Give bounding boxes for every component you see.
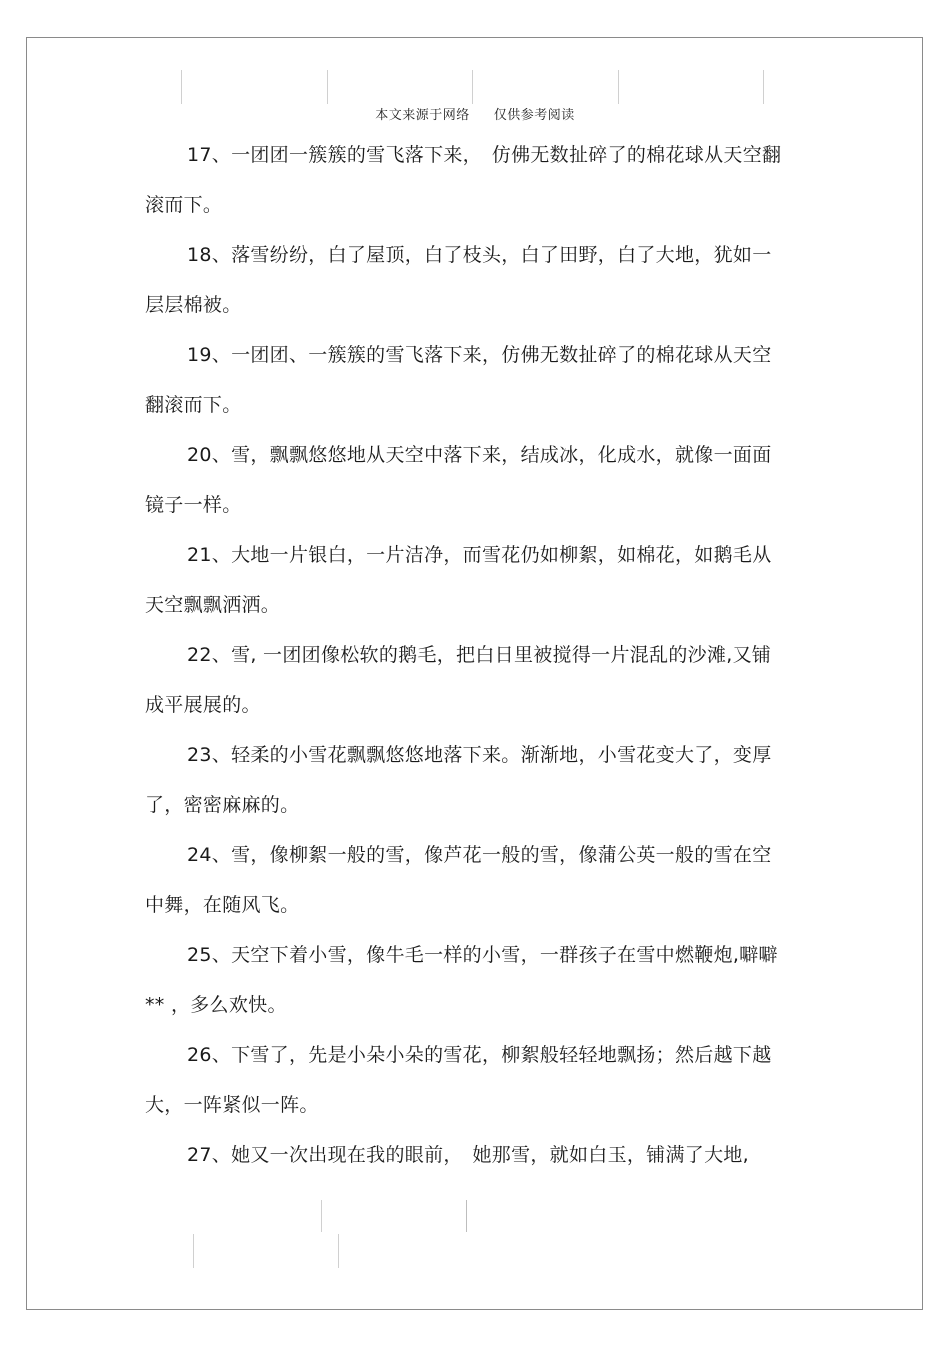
- bottom-tick-2: [466, 1200, 467, 1232]
- bottom-tick-3: [193, 1234, 194, 1268]
- paragraph-20: 20、雪，飘飘悠悠地从天空中落下来，结成冰，化成水，就像一面面镜子一样。: [145, 444, 772, 516]
- paragraph-21: 21、大地一片银白，一片洁净，而雪花仍如柳絮，如棉花，如鹅毛从天空飘飘洒洒。: [145, 544, 772, 616]
- header-note-right: 仅供参考阅读: [493, 108, 575, 123]
- header-note: [0, 104, 950, 123]
- document-body: [145, 130, 790, 1180]
- paragraph-17: 17、一团团一簇簇的雪飞落下来， 仿佛无数扯碎了的棉花球从天空翻滚而下。: [145, 144, 782, 216]
- top-tick-5: [763, 70, 764, 104]
- paragraph-23: 23、轻柔的小雪花飘飘悠悠地落下来。渐渐地，小雪花变大了，变厚了，密密麻麻的。: [145, 744, 772, 816]
- paragraph-27: 27、她又一次出现在我的眼前， 她那雪，就如白玉，铺满了大地,: [187, 1144, 750, 1166]
- header-note-left: 本文来源于网络: [375, 108, 470, 123]
- paragraph-25: 25、天空下着小雪，像牛毛一样的小雪，一群孩子在雪中燃鞭炮,噼噼 ** ，多么欢快。: [145, 944, 778, 1016]
- bottom-tick-1: [321, 1200, 322, 1232]
- top-tick-3: [472, 70, 473, 104]
- paragraph-19: 19、一团团、一簇簇的雪飞落下来，仿佛无数扯碎了的棉花球从天空翻滚而下。: [145, 344, 772, 416]
- paragraph-22: 22、雪, 一团团像松软的鹅毛，把白日里被搅得一片混乱的沙滩,又铺成平展展的。: [145, 644, 772, 716]
- top-tick-2: [327, 70, 328, 104]
- top-tick-1: [181, 70, 182, 104]
- bottom-tick-4: [338, 1234, 339, 1268]
- paragraph-26: 26、下雪了，先是小朵小朵的雪花，柳絮般轻轻地飘扬；然后越下越大，一阵紧似一阵。: [145, 1044, 772, 1116]
- top-tick-4: [618, 70, 619, 104]
- paragraph-18: 18、落雪纷纷，白了屋顶，白了枝头，白了田野，白了大地，犹如一层层棉被。: [145, 244, 772, 316]
- paragraph-24: 24、雪，像柳絮一般的雪，像芦花一般的雪，像蒲公英一般的雪在空中舞，在随风飞。: [145, 844, 772, 916]
